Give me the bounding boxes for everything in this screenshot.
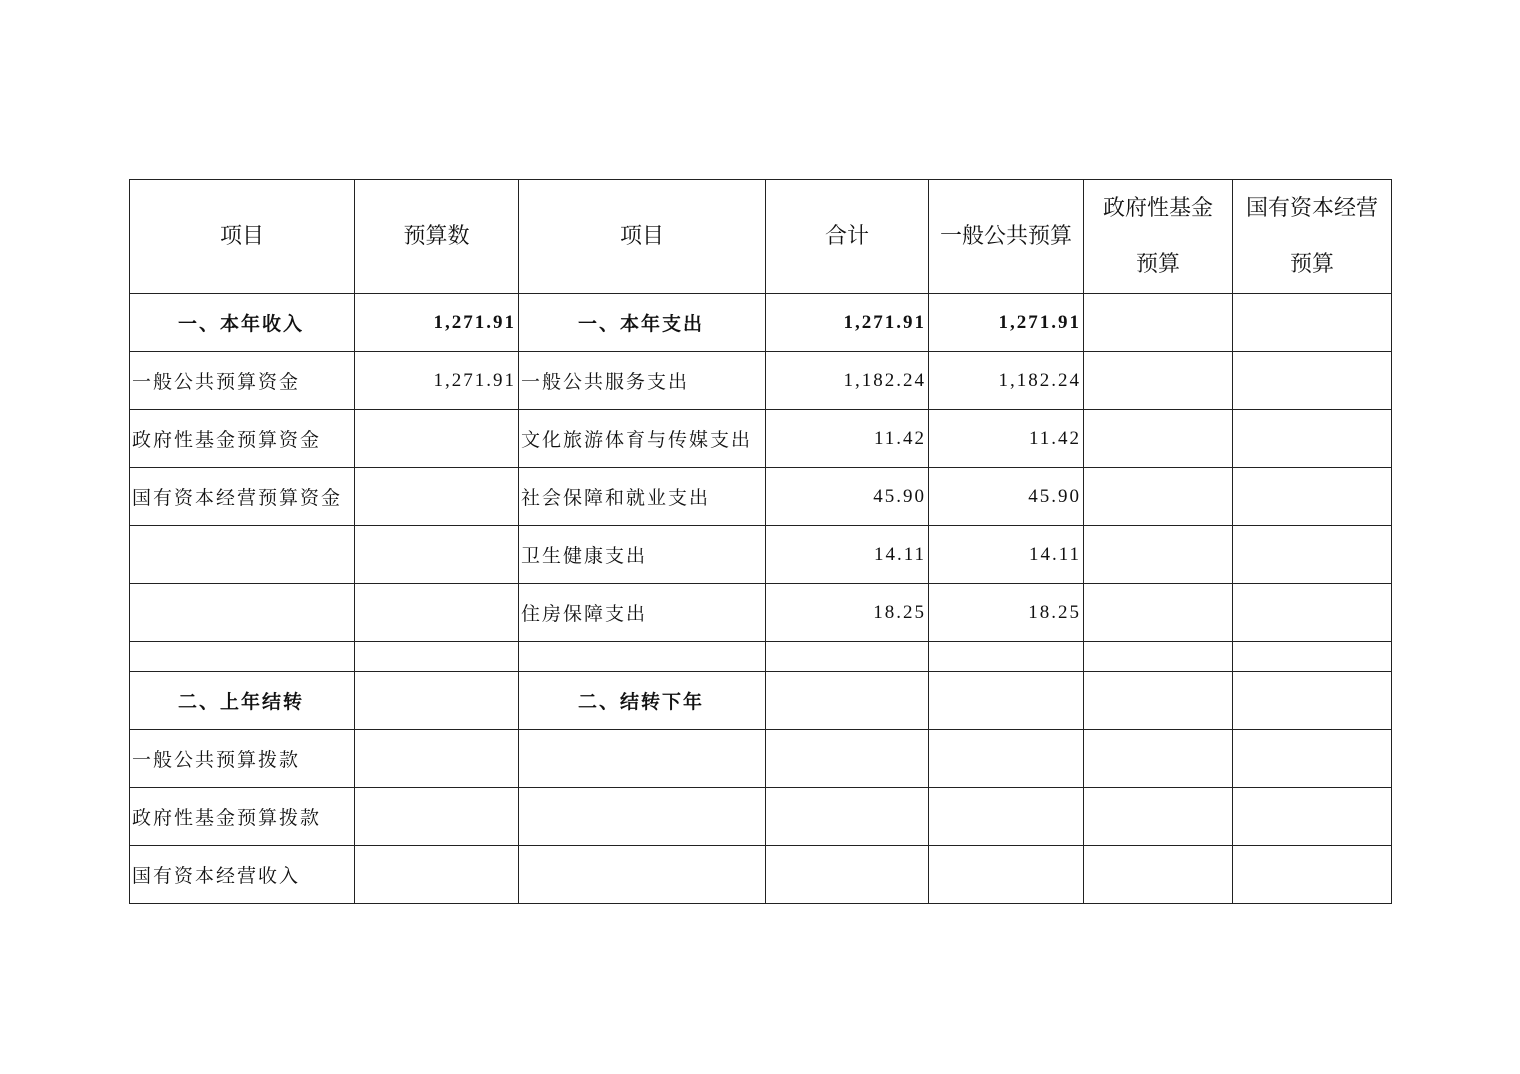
expense-item-cell: 文化旅游体育与传媒支出 <box>519 410 766 468</box>
header-fund-budget-line2: 预算 <box>1135 251 1180 277</box>
table-row <box>130 352 1392 410</box>
income-item-cell <box>130 584 355 642</box>
state-capital-budget-cell <box>1233 410 1392 468</box>
income-amount-cell: 1,271.91 <box>355 294 519 352</box>
header-total: 合计 <box>766 180 929 294</box>
header-state-capital-budget <box>1233 180 1392 294</box>
income-item-cell: 一般公共预算拨款 <box>130 730 355 788</box>
income-amount-cell <box>355 846 519 904</box>
state-capital-budget-cell <box>1233 468 1392 526</box>
budget-table <box>129 179 1392 904</box>
fund-budget-cell <box>1084 584 1233 642</box>
income-item-cell: 国有资本经营预算资金 <box>130 468 355 526</box>
income-amount-cell <box>355 642 519 672</box>
header-state-capital-line1: 国有资本经营 <box>1245 195 1378 221</box>
expense-item-cell <box>519 730 766 788</box>
expense-item-cell <box>519 642 766 672</box>
header-fund-budget <box>1084 180 1233 294</box>
general-budget-cell <box>929 788 1084 846</box>
general-budget-cell: 45.90 <box>929 468 1084 526</box>
general-budget-cell <box>929 672 1084 730</box>
fund-budget-cell <box>1084 294 1233 352</box>
income-amount-cell <box>355 410 519 468</box>
table-row <box>130 672 1392 730</box>
general-budget-cell: 1,271.91 <box>929 294 1084 352</box>
expense-item-cell <box>519 846 766 904</box>
header-expense-item: 项目 <box>519 180 766 294</box>
state-capital-budget-cell <box>1233 352 1392 410</box>
income-item-cell: 一般公共预算资金 <box>130 352 355 410</box>
expense-item-cell: 卫生健康支出 <box>519 526 766 584</box>
fund-budget-cell <box>1084 846 1233 904</box>
income-item-cell: 一、本年收入 <box>130 294 355 352</box>
table-row <box>130 294 1392 352</box>
total-cell <box>766 730 929 788</box>
expense-item-cell: 二、结转下年 <box>519 672 766 730</box>
total-cell: 45.90 <box>766 468 929 526</box>
total-cell <box>766 846 929 904</box>
expense-item-cell <box>519 788 766 846</box>
income-item-cell: 二、上年结转 <box>130 672 355 730</box>
state-capital-budget-cell <box>1233 526 1392 584</box>
general-budget-cell: 14.11 <box>929 526 1084 584</box>
fund-budget-cell <box>1084 788 1233 846</box>
fund-budget-cell <box>1084 672 1233 730</box>
state-capital-budget-cell <box>1233 730 1392 788</box>
header-general-budget: 一般公共预算 <box>929 180 1084 294</box>
state-capital-budget-cell <box>1233 584 1392 642</box>
total-cell: 1,182.24 <box>766 352 929 410</box>
total-cell <box>766 788 929 846</box>
income-amount-cell <box>355 730 519 788</box>
state-capital-budget-cell <box>1233 672 1392 730</box>
header-state-capital-line2: 预算 <box>1289 251 1334 277</box>
table-row <box>130 410 1392 468</box>
state-capital-budget-cell <box>1233 294 1392 352</box>
total-cell <box>766 672 929 730</box>
income-amount-cell <box>355 788 519 846</box>
expense-item-cell: 住房保障支出 <box>519 584 766 642</box>
table-row <box>130 526 1392 584</box>
table-header-row <box>130 180 1392 294</box>
total-cell: 1,271.91 <box>766 294 929 352</box>
income-amount-cell <box>355 526 519 584</box>
state-capital-budget-cell <box>1233 642 1392 672</box>
income-amount-cell <box>355 584 519 642</box>
state-capital-budget-cell <box>1233 788 1392 846</box>
income-amount-cell <box>355 672 519 730</box>
table-row <box>130 846 1392 904</box>
general-budget-cell <box>929 642 1084 672</box>
general-budget-cell: 18.25 <box>929 584 1084 642</box>
income-item-cell: 政府性基金预算拨款 <box>130 788 355 846</box>
general-budget-cell <box>929 846 1084 904</box>
header-income-amount: 预算数 <box>355 180 519 294</box>
income-item-cell: 国有资本经营收入 <box>130 846 355 904</box>
expense-item-cell: 一般公共服务支出 <box>519 352 766 410</box>
income-amount-cell: 1,271.91 <box>355 352 519 410</box>
fund-budget-cell <box>1084 410 1233 468</box>
expense-item-cell: 一、本年支出 <box>519 294 766 352</box>
fund-budget-cell <box>1084 352 1233 410</box>
header-income-item: 项目 <box>130 180 355 294</box>
total-cell: 18.25 <box>766 584 929 642</box>
fund-budget-cell <box>1084 468 1233 526</box>
fund-budget-cell <box>1084 526 1233 584</box>
general-budget-cell <box>929 730 1084 788</box>
fund-budget-cell <box>1084 642 1233 672</box>
table-row <box>130 468 1392 526</box>
fund-budget-cell <box>1084 730 1233 788</box>
general-budget-cell: 11.42 <box>929 410 1084 468</box>
table-row <box>130 584 1392 642</box>
total-cell: 11.42 <box>766 410 929 468</box>
header-fund-budget-line1: 政府性基金 <box>1102 195 1213 221</box>
general-budget-cell: 1,182.24 <box>929 352 1084 410</box>
income-item-cell <box>130 526 355 584</box>
total-cell: 14.11 <box>766 526 929 584</box>
table-row <box>130 642 1392 672</box>
table-row <box>130 788 1392 846</box>
expense-item-cell: 社会保障和就业支出 <box>519 468 766 526</box>
state-capital-budget-cell <box>1233 846 1392 904</box>
income-item-cell: 政府性基金预算资金 <box>130 410 355 468</box>
table-row <box>130 730 1392 788</box>
total-cell <box>766 642 929 672</box>
income-amount-cell <box>355 468 519 526</box>
income-item-cell <box>130 642 355 672</box>
